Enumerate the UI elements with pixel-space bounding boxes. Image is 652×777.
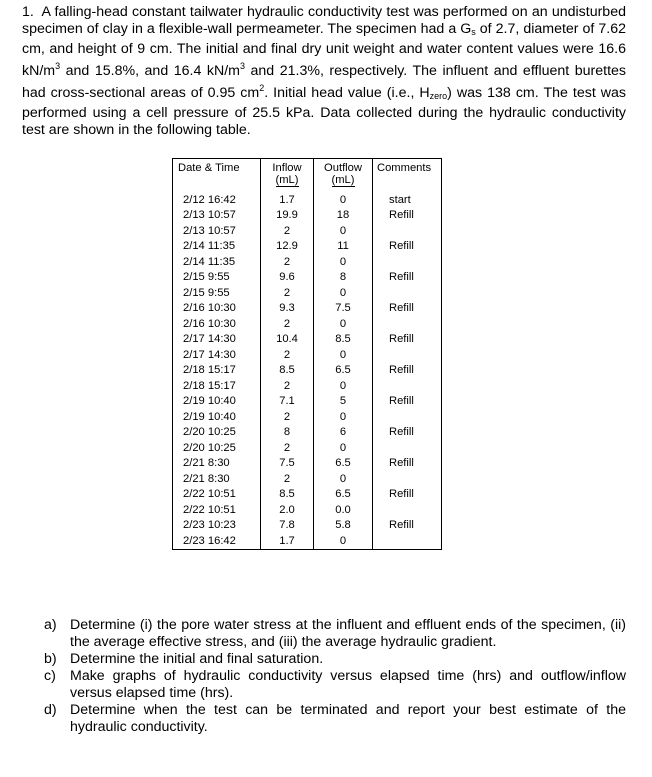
cell-outflow: 0	[314, 533, 373, 549]
gs-subscript: s	[471, 27, 476, 37]
header-comments: Comments	[373, 159, 442, 193]
cell-inflow: 2	[261, 471, 314, 487]
cell-comment	[373, 378, 442, 394]
cell-outflow: 6.5	[314, 487, 373, 503]
cell-date: 2/23 16:42	[173, 533, 261, 549]
cell-date: 2/15 9:55	[173, 270, 261, 286]
cell-outflow: 0	[314, 285, 373, 301]
cell-inflow: 1.7	[261, 533, 314, 549]
cell-outflow: 0	[314, 440, 373, 456]
cell-comment	[373, 471, 442, 487]
table-row	[173, 533, 442, 549]
cell-comment: Refill	[373, 456, 442, 472]
problem-text-a: A falling-head constant tailwater hydraulic conductivity test was performed on an undisturbed specimen of clay in a flexible-wall permeameter. The specimen had a G	[22, 4, 626, 37]
cell-date: 2/14 11:35	[173, 254, 261, 270]
table-row	[173, 518, 442, 534]
table-row	[173, 378, 442, 394]
cell-outflow: 0	[314, 409, 373, 425]
question-text: Determine (i) the pore water stress at the influent and effluent ends of the specimen, (ii) the average effective stress, and (iii) the average hydraulic gradient.	[70, 617, 626, 650]
table-row	[173, 254, 442, 270]
cell-date: 2/15 9:55	[173, 285, 261, 301]
cell-comment: Refill	[373, 332, 442, 348]
cell-inflow: 2	[261, 440, 314, 456]
cell-date: 2/13 10:57	[173, 223, 261, 239]
problem-text-e: . Initial head value (i.e., H	[264, 85, 430, 101]
question-text: Make graphs of hydraulic conductivity versus elapsed time (hrs) and outflow/inflow versus elapsed time (hrs).	[70, 668, 626, 701]
question-text: Determine the initial and final saturation.	[70, 651, 324, 667]
question-item	[44, 651, 626, 668]
cell-inflow: 12.9	[261, 239, 314, 255]
cell-date: 2/16 10:30	[173, 301, 261, 317]
cell-outflow: 0	[314, 223, 373, 239]
cell-outflow: 0.0	[314, 502, 373, 518]
cell-comment: Refill	[373, 394, 442, 410]
cell-inflow: 1.7	[261, 192, 314, 208]
problem-statement	[22, 4, 626, 139]
cell-outflow: 18	[314, 208, 373, 224]
questions-list	[44, 617, 626, 736]
cell-comment: Refill	[373, 270, 442, 286]
cell-inflow: 7.8	[261, 518, 314, 534]
unit-sup-1: 3	[55, 61, 61, 71]
cell-date: 2/14 11:35	[173, 239, 261, 255]
cell-inflow: 2	[261, 254, 314, 270]
table-row	[173, 502, 442, 518]
cell-date: 2/19 10:40	[173, 409, 261, 425]
cell-inflow: 19.9	[261, 208, 314, 224]
table-row	[173, 270, 442, 286]
cell-inflow: 2	[261, 409, 314, 425]
cell-inflow: 2.0	[261, 502, 314, 518]
cell-comment: Refill	[373, 363, 442, 379]
cell-outflow: 5	[314, 394, 373, 410]
question-text: Determine when the test can be terminated and report your best estimate of the hydraulic conductivity.	[70, 702, 626, 735]
table-row	[173, 239, 442, 255]
cell-comment: Refill	[373, 301, 442, 317]
problem-text-b: of 2.7, diameter of 7.62 cm, and height of 9 cm. The initial and final dry unit weight and water content values were 16.6 kN/m	[22, 21, 626, 79]
cell-date: 2/22 10:51	[173, 502, 261, 518]
question-label: a)	[44, 617, 57, 633]
question-label: c)	[44, 668, 56, 684]
cell-outflow: 6.5	[314, 363, 373, 379]
cell-outflow: 11	[314, 239, 373, 255]
question-label: d)	[44, 702, 57, 718]
cell-outflow: 0	[314, 192, 373, 208]
table-row	[173, 363, 442, 379]
question-label: b)	[44, 651, 57, 667]
cell-comment	[373, 254, 442, 270]
cell-outflow: 0	[314, 254, 373, 270]
table-row	[173, 394, 442, 410]
cell-date: 2/23 10:23	[173, 518, 261, 534]
problem-text-d: and 21.3%, respectively. The influent and effluent burettes had cross-sectional areas of 0.95 cm	[22, 63, 626, 101]
cell-comment	[373, 347, 442, 363]
cell-inflow: 8.5	[261, 487, 314, 503]
cell-inflow: 8.5	[261, 363, 314, 379]
cell-comment: start	[373, 192, 442, 208]
table-row	[173, 301, 442, 317]
cell-inflow: 8	[261, 425, 314, 441]
cell-comment: Refill	[373, 239, 442, 255]
problem-number: 1.	[22, 4, 34, 20]
cell-inflow: 2	[261, 347, 314, 363]
cell-comment	[373, 223, 442, 239]
question-item	[44, 617, 626, 651]
table-header-row	[173, 159, 442, 193]
cell-outflow: 8.5	[314, 332, 373, 348]
problem-text-f: ) was 138 cm. The test was performed using a cell pressure of 25.5 kPa. Data collected during the hydraulic conductivity test are shown in the following table.	[22, 85, 627, 138]
table-row	[173, 471, 442, 487]
header-date: Date & Time	[173, 159, 261, 193]
cell-date: 2/21 8:30	[173, 471, 261, 487]
cell-inflow: 7.1	[261, 394, 314, 410]
question-item	[44, 668, 626, 702]
cell-comment	[373, 316, 442, 332]
cell-comment	[373, 502, 442, 518]
cell-inflow: 2	[261, 223, 314, 239]
cell-inflow: 9.6	[261, 270, 314, 286]
unit-sup-2: 3	[239, 61, 245, 71]
table-row	[173, 409, 442, 425]
cell-comment	[373, 440, 442, 456]
cell-date: 2/13 10:57	[173, 208, 261, 224]
cell-date: 2/18 15:17	[173, 378, 261, 394]
h-subscript: zero	[429, 91, 448, 101]
cell-date: 2/20 10:25	[173, 425, 261, 441]
cell-comment: Refill	[373, 425, 442, 441]
cell-comment	[373, 409, 442, 425]
cell-comment	[373, 285, 442, 301]
cell-comment: Refill	[373, 487, 442, 503]
cell-outflow: 8	[314, 270, 373, 286]
table-row	[173, 316, 442, 332]
table-row	[173, 192, 442, 208]
cell-outflow: 0	[314, 316, 373, 332]
data-table	[172, 158, 442, 550]
table-row	[173, 223, 442, 239]
cell-inflow: 9.3	[261, 301, 314, 317]
cell-inflow: 7.5	[261, 456, 314, 472]
table-row	[173, 425, 442, 441]
table-row	[173, 487, 442, 503]
cell-outflow: 0	[314, 347, 373, 363]
table-row	[173, 208, 442, 224]
cell-outflow: 6	[314, 425, 373, 441]
cell-comment: Refill	[373, 518, 442, 534]
cell-outflow: 7.5	[314, 301, 373, 317]
cell-date: 2/18 15:17	[173, 363, 261, 379]
cell-inflow: 2	[261, 285, 314, 301]
cell-date: 2/19 10:40	[173, 394, 261, 410]
cell-outflow: 0	[314, 471, 373, 487]
cell-inflow: 10.4	[261, 332, 314, 348]
cell-date: 2/22 10:51	[173, 487, 261, 503]
question-item	[44, 702, 626, 736]
problem-text-c: and 15.8%, and 16.4 kN/m	[60, 63, 240, 79]
header-outflow: Outflow (mL)	[314, 159, 373, 193]
cell-comment	[373, 533, 442, 549]
unit-sup-3: 2	[259, 83, 265, 93]
cell-inflow: 2	[261, 378, 314, 394]
cell-outflow: 6.5	[314, 456, 373, 472]
header-inflow: Inflow (mL)	[261, 159, 314, 193]
table-row	[173, 440, 442, 456]
cell-date: 2/12 16:42	[173, 192, 261, 208]
table-row	[173, 456, 442, 472]
table-row	[173, 347, 442, 363]
cell-comment: Refill	[373, 208, 442, 224]
cell-date: 2/21 8:30	[173, 456, 261, 472]
table-row	[173, 332, 442, 348]
cell-date: 2/17 14:30	[173, 347, 261, 363]
cell-date: 2/17 14:30	[173, 332, 261, 348]
cell-outflow: 0	[314, 378, 373, 394]
cell-date: 2/16 10:30	[173, 316, 261, 332]
table-body	[173, 192, 442, 549]
cell-outflow: 5.8	[314, 518, 373, 534]
table-row	[173, 285, 442, 301]
cell-date: 2/20 10:25	[173, 440, 261, 456]
cell-inflow: 2	[261, 316, 314, 332]
